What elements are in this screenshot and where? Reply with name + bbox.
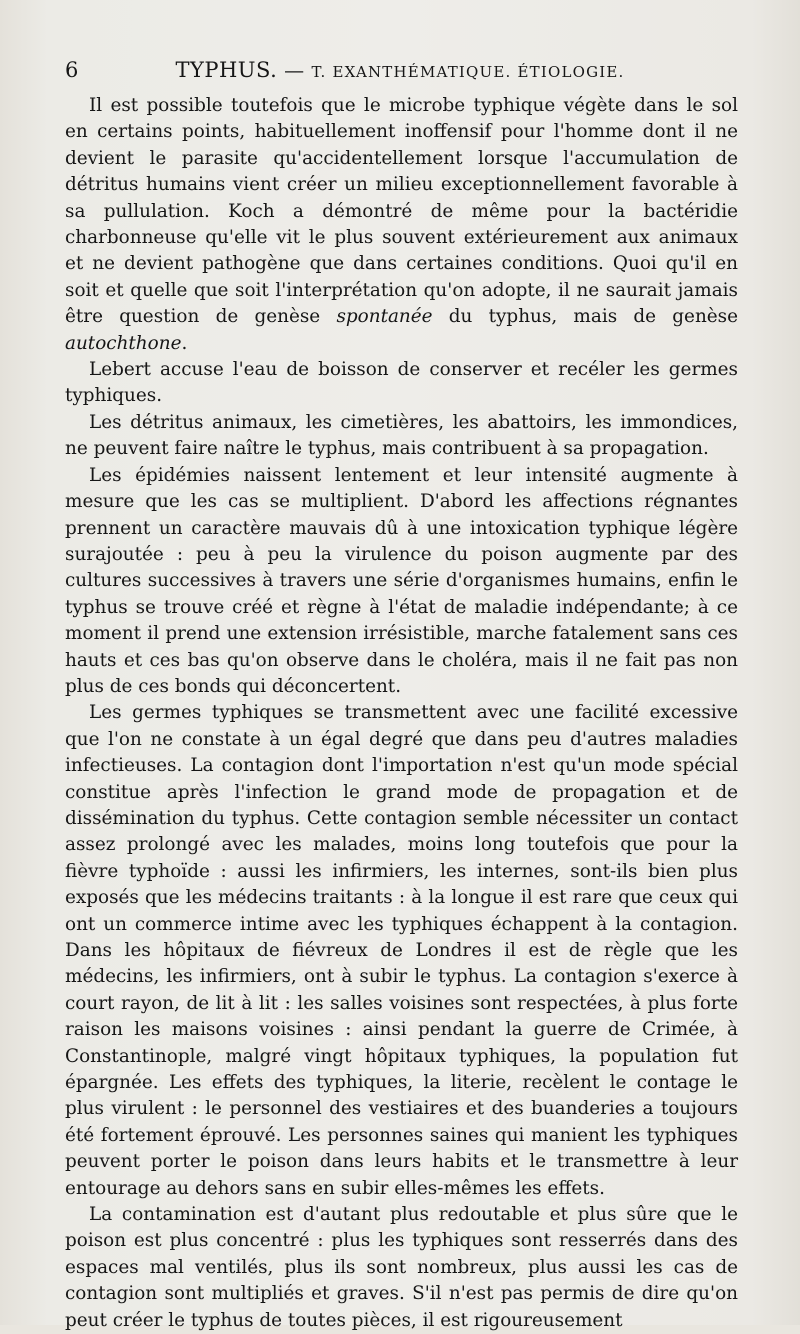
page-number: 6 [65,58,79,82]
paragraph: Les détritus animaux, les cimetières, les abattoirs, les immondices, ne peuvent faire naître le typhus, mais contribuent à sa propagation. [65,411,738,460]
paragraph: Lebert accuse l'eau de boisson de conserver et recéler les germes typhiques. [65,359,738,407]
page-header [62,58,738,88]
body-text [65,93,738,1334]
paragraph: La contamination est d'autant plus redoutable et plus sûre que le poison est plus concentré : plus les typhiques sont resserrés dans des espaces mal ventilés, plus ils sont nombreux, plus aussi les cas de contagion sont multipliés et graves. S'il n'est pas permis de dire qu'on peut créer le typhus de toutes pièces, il est rigoureusement [65,1204,738,1331]
running-title-sub: T. EXANTHÉMATIQUE. ÉTIOLOGIE. [311,63,625,81]
paragraph-text: . [181,332,188,354]
running-title-separator: — [284,58,305,82]
italic-term-autochthone: autochthone [65,332,182,354]
paragraph-text: Il est possible toutefois que le microbe typhique végète dans le sol en certains points, habituellement inoffensif pour l'homme dont il ne devient le parasite qu'accidentellement lorsque l'accumulation de détritus humains vient créer un milieu exceptionnellement favorable à sa pullulation. Koch a démontré de même pour la bactéridie charbonneuse qu'elle vit le plus souvent extérieurement aux animaux et ne devient pathogène que dans certaines conditions. Quoi qu'il en soit et quelle que soit l'interprétation qu'on adopte, il ne saurait jamais être question de genèse [65,95,738,328]
paragraph: Les épidémies naissent lentement et leur intensité augmente à mesure que les cas se multiplient. D'abord les affections régnantes prennent un caractère mauvais dû à une intoxication typhique légère surajoutée : peu à peu la virulence du poison augmente par des cultures successives à travers une série d'organismes humains, enfin le typhus se trouve créé et règne à l'état de maladie indépendante; à ce moment il prend une extension irrésistible, marche fatalement sans ces hauts et ces bas qu'on observe dans le choléra, mais il ne fait pas non plus de ces bonds qui déconcertent. [65,464,738,697]
running-title-main: TYPHUS. [175,58,278,82]
italic-term-spontanee: spontanée [336,306,433,328]
paragraph: Les germes typhiques se transmettent avec une facilité excessive que l'on ne constate à un égal degré que dans peu d'autres maladies infectieuses. La contagion dont l'importation n'est qu'un mode spécial constitue après l'infection le grand mode de propagation et de dissémination du typhus. Cette contagion semble nécessiter un contact assez prolongé avec les malades, moins long toutefois que pour la fièvre typhoïde : aussi les infirmiers, les internes, sont-ils bien plus exposés que les médecins traitants : à la longue il est rare que ceux qui ont un commerce intime avec les typhiques échappent à la contagion. Dans les hôpitaux de fiévreux de Londres il est de règle que les médecins, les infirmiers, ont à subir le typhus. La contagion s'exerce à court rayon, de lit à lit : les salles voisines sont respectées, à plus forte raison les maisons voisines : ainsi pendant la guerre de Crimée, à Constantinople, malgré vingt hôpitaux typhiques, la population fut épargnée. Les effets des typhiques, la literie, recèlent le contage le plus virulent : le personnel des vestiaires et des buanderies a toujours été fortement éprouvé. Les personnes saines qui manient les typhiques peuvent porter le poison dans leurs habits et le transmettre à leur entourage au dehors sans en subir elles-mêmes les effets. [65,702,738,1199]
paragraph [65,93,738,357]
running-title [62,58,738,82]
paragraph-text: du typhus, mais de genèse [432,306,738,328]
